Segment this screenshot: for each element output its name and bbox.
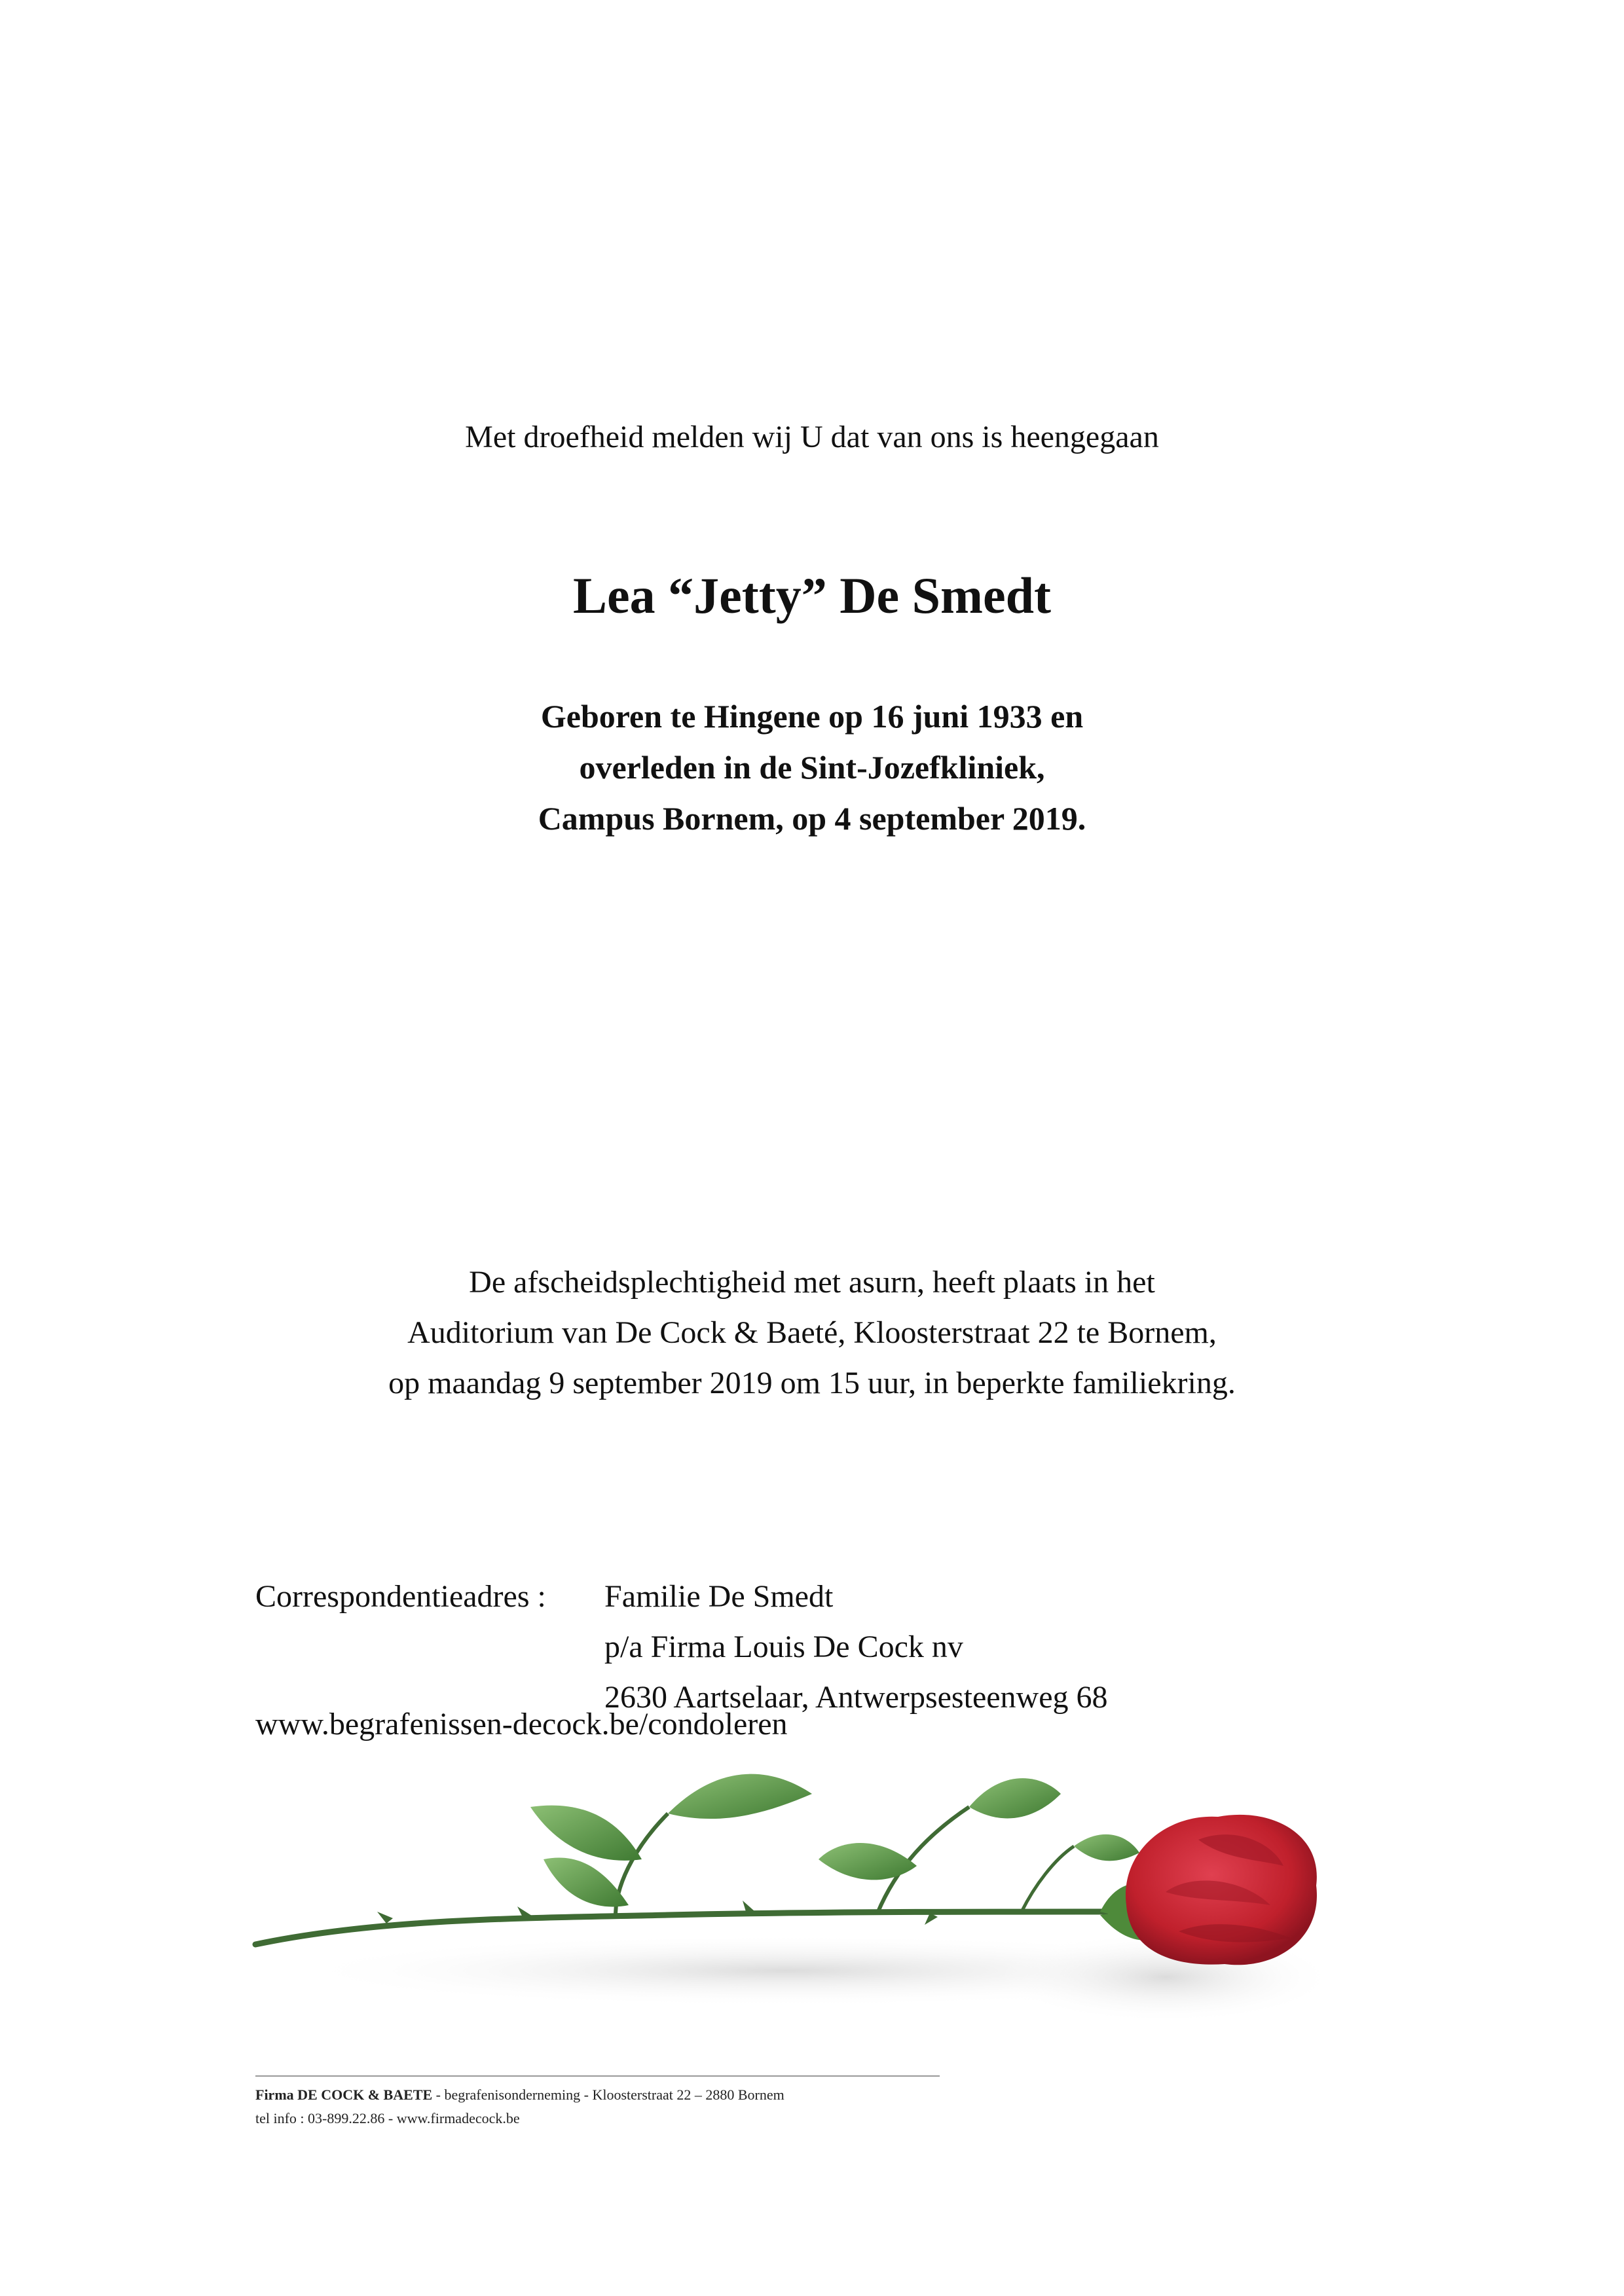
- intro-text: Met droefheid melden wij U dat van ons is heengegaan: [465, 420, 1159, 454]
- birth-death-line: Geboren te Hingene op 16 juni 1933 en: [540, 698, 1084, 735]
- correspondence-line: Familie De Smedt: [604, 1579, 834, 1614]
- condolence-website-link[interactable]: www.begrafenissen-decock.be/condoleren: [255, 1707, 788, 1741]
- deceased-name: Lea “Jetty” De Smedt: [573, 567, 1051, 624]
- footer-contact: tel info : 03-899.22.86 - www.firmadecock.be: [255, 2110, 520, 2126]
- ceremony-block: [0, 1257, 1624, 1408]
- footer-details: - begrafenisonderneming - Kloosterstraat 22 – 2880 Bornem: [432, 2086, 784, 2103]
- birth-death-block: [0, 691, 1624, 844]
- birth-death-line: Campus Bornem, op 4 september 2019.: [538, 800, 1086, 837]
- correspondence-line: p/a Firma Louis De Cock nv: [604, 1630, 963, 1664]
- correspondence-block: [255, 1571, 1108, 1722]
- correspondence-line: 2630 Aartselaar, Antwerpsesteenweg 68: [604, 1680, 1108, 1715]
- ceremony-line: De afscheidsplechtigheid met asurn, heeft plaats in het: [469, 1265, 1155, 1300]
- footer-divider: [255, 2075, 940, 2077]
- ceremony-line: op maandag 9 september 2019 om 15 uur, in beperkte familiekring.: [388, 1366, 1236, 1400]
- footer: [255, 2083, 784, 2130]
- birth-death-line: overleden in de Sint-Jozefkliniek,: [579, 749, 1045, 786]
- ceremony-line: Auditorium van De Cock & Baeté, Kloosterstraat 22 te Bornem,: [407, 1315, 1217, 1350]
- footer-company: Firma DE COCK & BAETE: [255, 2086, 433, 2103]
- correspondence-label: Correspondentieadres :: [255, 1579, 546, 1614]
- footer-line: [255, 2083, 784, 2107]
- rose-icon: [249, 1755, 1375, 2030]
